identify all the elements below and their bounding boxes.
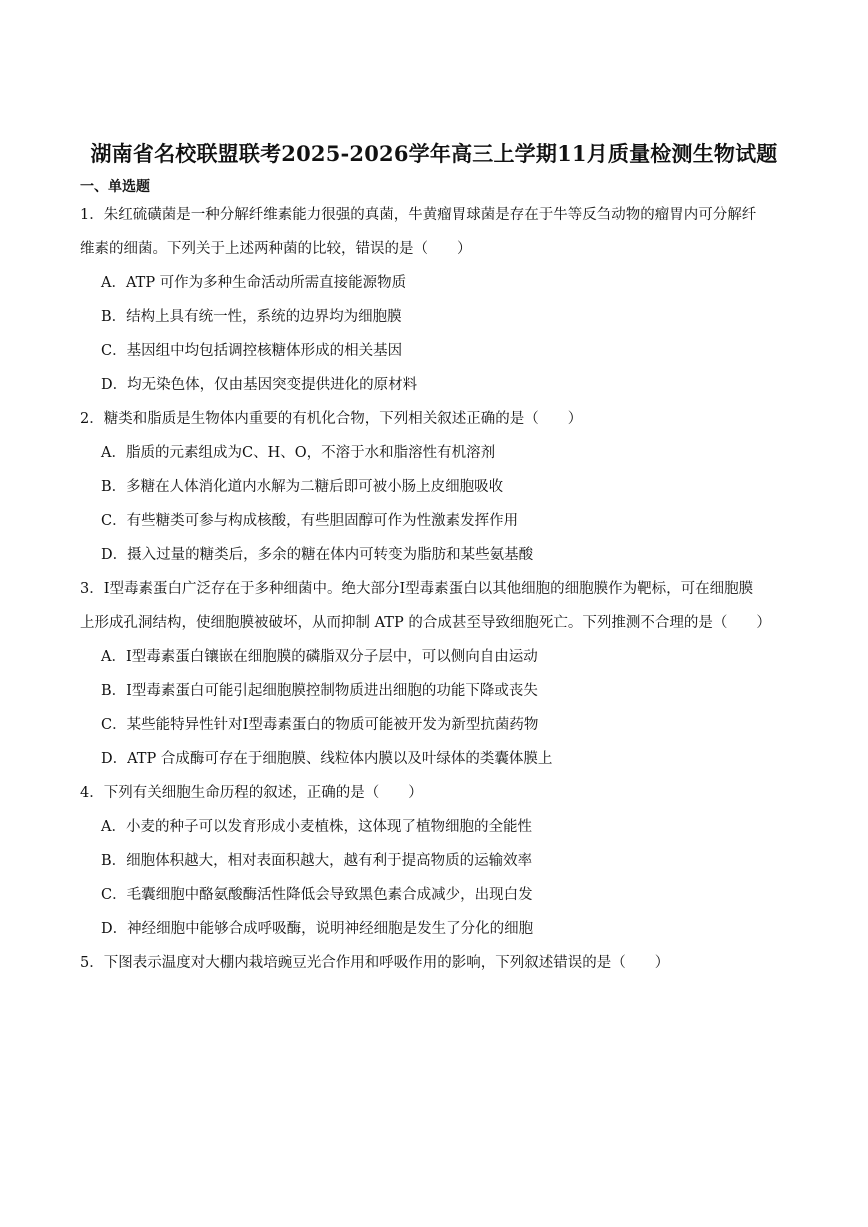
- question-2-stem-line-1: 2．糖类和脂质是生物体内重要的有机化合物，下列相关叙述正确的是（ ）: [80, 411, 583, 427]
- question-2-option-c: C．有些糖类可参与构成核酸，有些胆固醇可作为性激素发挥作用: [101, 513, 519, 529]
- question-4-option-c: C．毛囊细胞中酪氨酸酶活性降低会导致黑色素合成减少，出现白发: [101, 887, 533, 903]
- question-1-option-a: A．ATP 可作为多种生命活动所需直接能源物质: [101, 275, 407, 291]
- question-3-stem-line-2: 上形成孔洞结构，使细胞膜被破坏，从而抑制 ATP 的合成甚至导致细胞死亡。下列推测不合理的是（ ）: [80, 615, 771, 631]
- question-1-stem-line-2: 维素的细菌。下列关于上述两种菌的比较，错误的是（ ）: [80, 241, 472, 257]
- question-3-option-b: B．I型毒素蛋白可能引起细胞膜控制物质进出细胞的功能下降或丧失: [101, 683, 538, 699]
- question-3-option-d: D．ATP 合成酶可存在于细胞膜、线粒体内膜以及叶绿体的类囊体膜上: [101, 751, 553, 767]
- question-2-option-d: D．摄入过量的糖类后，多余的糖在体内可转变为脂肪和某些氨基酸: [101, 547, 534, 563]
- question-4-stem-line-1: 4．下列有关细胞生命历程的叙述，正确的是（ ）: [80, 785, 423, 801]
- question-3-option-a: A．I型毒素蛋白镶嵌在细胞膜的磷脂双分子层中，可以侧向自由运动: [101, 649, 538, 665]
- page-title: 湖南省名校联盟联考2025-2026学年高三上学期11月质量检测生物试题: [90, 141, 778, 166]
- question-3-stem-line-1: 3．I型毒素蛋白广泛存在于多种细菌中。绝大部分I型毒素蛋白以其他细胞的细胞膜作为靶标，可在细胞膜: [80, 581, 754, 597]
- question-4-option-b: B．细胞体积越大，相对表面积越大，越有利于提高物质的运输效率: [101, 853, 533, 869]
- question-1-option-c: C．基因组中均包括调控核糖体形成的相关基因: [101, 343, 403, 359]
- question-1-stem-line-1: 1．朱红硫磺菌是一种分解纤维素能力很强的真菌，牛黄瘤胃球菌是存在于牛等反刍动物的瘤胃内可分解纤: [80, 207, 757, 223]
- question-1-option-b: B．结构上具有统一性，系统的边界均为细胞膜: [101, 309, 402, 325]
- question-5-stem-line-1: 5．下图表示温度对大棚内栽培豌豆光合作用和呼吸作用的影响，下列叙述错误的是（ ）: [80, 955, 670, 971]
- section-heading: 一、单选题: [80, 179, 150, 195]
- question-2-option-a: A．脂质的元素组成为C、H、O，不溶于水和脂溶性有机溶剂: [101, 445, 496, 461]
- question-3-option-c: C．某些能特异性针对I型毒素蛋白的物质可能被开发为新型抗菌药物: [101, 717, 539, 733]
- question-4-option-d: D．神经细胞中能够合成呼吸酶，说明神经细胞是发生了分化的细胞: [101, 921, 534, 937]
- question-2-option-b: B．多糖在人体消化道内水解为二糖后即可被小肠上皮细胞吸收: [101, 479, 504, 495]
- question-4-option-a: A．小麦的种子可以发育形成小麦植株，这体现了植物细胞的全能性: [101, 819, 532, 835]
- question-1-option-d: D．均无染色体，仅由基因突变提供进化的原材料: [101, 377, 418, 393]
